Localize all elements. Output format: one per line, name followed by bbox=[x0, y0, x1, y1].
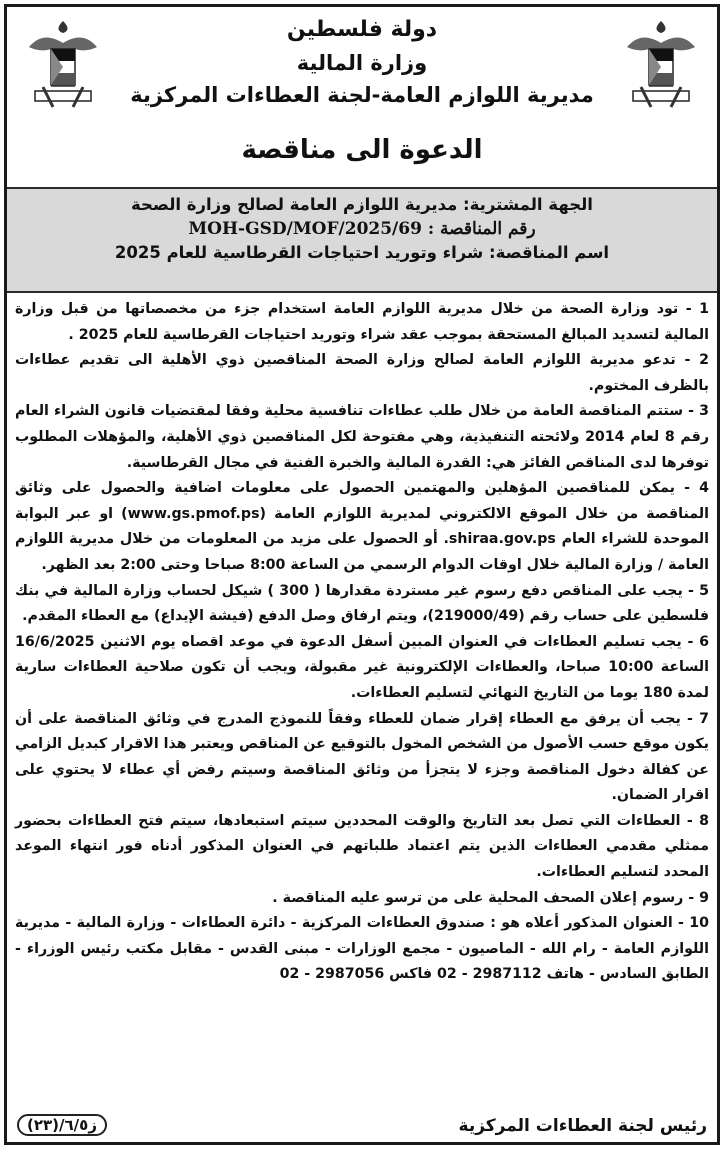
term-paragraph-3: 3 - ستتم المناقصة العامة من خلال طلب عطاءات تنافسية محلية وفقا لمقتضيات قانون الشراء العام رقم 8 لعام 2014 ولائحته التنفيذية، وهي مفتوحة لكل المناقصين ذوي الأهلية، والمؤهلات المطلوب توفرها لدى المناقص الفائز هي: القدرة المالية والخبرة الفنية في مجال القرطاسية. bbox=[15, 403, 709, 471]
reference-code: ز٦/٥/(٢٣) bbox=[17, 1114, 107, 1136]
tender-number: MOH-GSD/MOF/2025/69 bbox=[188, 219, 422, 239]
tender-info-box bbox=[7, 187, 717, 293]
header-ministry: وزارة المالية bbox=[296, 51, 428, 75]
page-title: الدعوة الى مناقصة bbox=[241, 135, 483, 165]
palestine-emblem-icon bbox=[23, 17, 103, 117]
term-paragraph-1: 1 - تود وزارة الصحة من خلال مديرية اللوازم العامة استخدام جزء من مخصصاتها من قبل وزارة المالية لتسديد المبالغ المستحقة بموجب عقد شراء وتوريد احتياجات القرطاسية للعام 2025 . bbox=[15, 301, 709, 343]
tender-terms bbox=[15, 297, 709, 988]
purchaser-line: الجهة المشترية: مديرية اللوازم العامة لصالح وزارة الصحة bbox=[131, 195, 593, 214]
term-paragraph-10: 10 - العنوان المذكور أعلاه هو : صندوق العطاءات المركزية - دائرة العطاءات - وزارة المالية - مديرية اللوازم العامة - رام الله - الماصيون - مجمع الوزارات - مبنى القدس - مقابل مكتب رئيس الوزراء - الطابق السادس - هاتف 2987112 - 02 فاكس 2987056 - 02 bbox=[15, 915, 709, 983]
tender-number-line bbox=[7, 217, 717, 241]
term-paragraph-7: 7 - يجب أن يرفق مع العطاء إقرار ضمان للعطاء وفقاً للنموذج المدرج في وثائق المناقصة على أن يكون موقع حسب الأصول من الشخص المخول بالتوقيع عن المناقص ويعتبر هذا الاقرار كبديل الزامي عن كفالة دخول المناقصة وجزء لا يتجزأ من وثائق المناقصة وسيتم رفض أي عطاء لا يحتوي على اقرار الضمان. bbox=[15, 710, 709, 804]
tender-number-label: رقم المناقصة : bbox=[427, 219, 536, 239]
term-paragraph-2: 2 - تدعو مديرية اللوازم العامة لصالح وزارة الصحة المناقصين ذوي الأهلية الى تقديم عطاءات بالظرف المختوم. bbox=[15, 352, 709, 394]
term-paragraph-9: 9 - رسوم إعلان الصحف المحلية على من ترسو عليه المناقصة . bbox=[272, 889, 709, 906]
term-paragraph-8: 8 - العطاءات التي تصل بعد التاريخ والوقت المحددين سيتم استبعادها، سيتم فتح العطاءات بحضور ممثلي مقدمي العطاءات الذين يتم اعتماد طلباتهم في العنوان المذكور أدناه فور انتهاء الموعد المحدد لتسليم العطاءات. bbox=[15, 812, 709, 881]
committee-signature: رئيس لجنة العطاءات المركزية bbox=[458, 1116, 707, 1136]
palestine-emblem-icon bbox=[621, 17, 701, 117]
term-paragraph-5: 5 - يجب على المناقص دفع رسوم غير مستردة مقدارها ( 300 ) شيكل لحساب وزارة المالية في بنك فلسطين على حساب رقم (219000/49)، ويتم ارفاق وصل الدفع (فيشة الإيداع) مع العطاء المقدم. bbox=[15, 582, 709, 625]
header-state: دولة فلسطين bbox=[286, 17, 438, 42]
term-paragraph-4: 4 - يمكن للمناقصين المؤهلين والمهتمين الحصول على معلومات اضافية والحصول على وثائق المناقصة من خلال الموقع الالكتروني لمديرية اللوازم العامة (www.gs.pmof.ps) او عبر البوابة الموحدة للشراء العام shiraa.gov.ps. أو الحصول على مزيد من المعلومات من خلال مديرية اللوازم العامة / وزارة المالية خلال اوقات الدوام الرسمي من الساعة 8:00 صباحا وحتى 2:00 بعد الظهر. bbox=[15, 480, 709, 573]
tender-notice bbox=[4, 4, 720, 1145]
term-paragraph-6: 6 - يجب تسليم العطاءات في العنوان المبين أسفل الدعوة في موعد اقصاه يوم الاثنين 16/6/2025 الساعة 10:00 صباحا، والعطاءات الإلكترونية غير مقبولة، ويجب أن تكون صلاحية العطاءات سارية لمدة 180 يوما من التاريخ النهائي لتسليم العطاءات. bbox=[15, 633, 709, 701]
header-directorate: مديرية اللوازم العامة-لجنة العطاءات المركزية bbox=[130, 83, 594, 107]
tender-name-line: اسم المناقصة: شراء وتوريد احتياجات القرطاسية للعام 2025 bbox=[114, 243, 610, 262]
